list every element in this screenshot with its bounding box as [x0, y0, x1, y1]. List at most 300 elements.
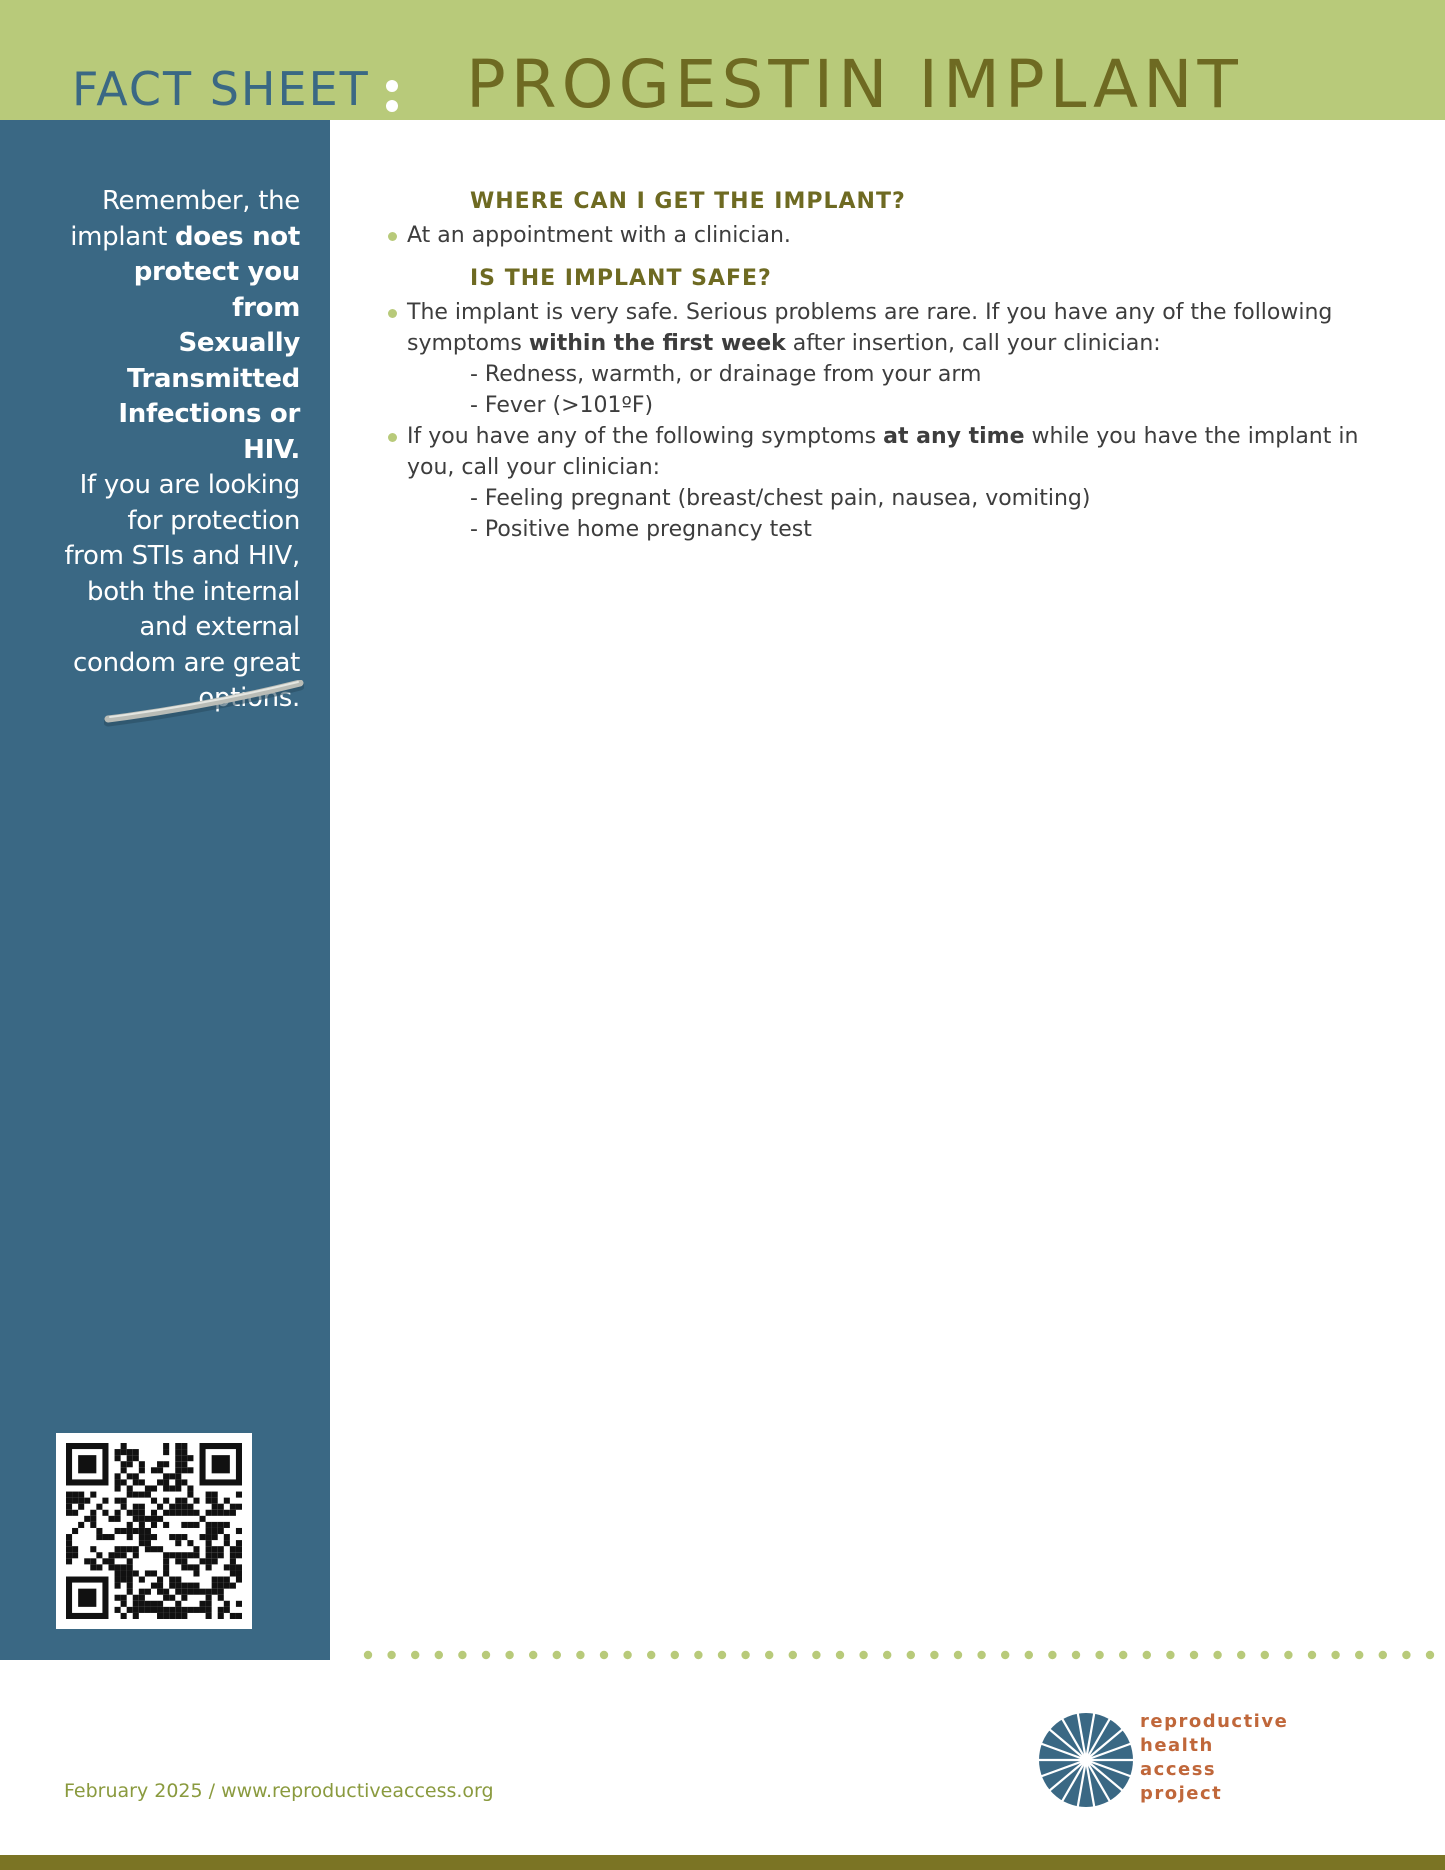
qr-module: [175, 1479, 181, 1485]
qr-module: [127, 1546, 133, 1552]
sidebar-text-part: Remember, the: [101, 186, 300, 216]
qr-module: [230, 1504, 236, 1510]
qr-module: [90, 1492, 96, 1498]
qr-module: [206, 1492, 212, 1498]
qr-module: [181, 1595, 187, 1601]
divider-dot: [1379, 1651, 1387, 1659]
qr-module: [96, 1534, 102, 1540]
sub-item: - Feeling pregnant (breast/chest pain, nausea, vomiting): [470, 486, 1091, 511]
qr-module: [181, 1449, 187, 1455]
qr-module: [236, 1601, 242, 1607]
qr-module: [224, 1577, 230, 1583]
qr-module: [145, 1485, 151, 1491]
qr-module: [206, 1595, 212, 1601]
divider-dot: [1166, 1651, 1174, 1659]
qr-module: [121, 1504, 127, 1510]
logo-word: reproductive: [1140, 1711, 1289, 1732]
qr-module: [72, 1528, 78, 1534]
qr-module: [218, 1552, 224, 1558]
qr-module: [206, 1540, 212, 1546]
qr-module: [212, 1589, 218, 1595]
qr-module: [151, 1583, 157, 1589]
sidebar-text-part: for protection: [127, 505, 300, 536]
qr-module: [151, 1570, 157, 1576]
qr-module: [133, 1504, 139, 1510]
qr-module: [133, 1473, 139, 1479]
qr-module: [181, 1564, 187, 1570]
qr-module: [121, 1498, 127, 1504]
qr-module: [84, 1516, 90, 1522]
sidebar-line: [60, 184, 300, 220]
qr-module: [66, 1558, 72, 1564]
divider-dot: [812, 1651, 820, 1659]
sidebar-line: [60, 397, 300, 468]
qr-module: [175, 1467, 181, 1473]
qr-module: [139, 1479, 145, 1485]
qr-module: [145, 1570, 151, 1576]
qr-module: [230, 1510, 236, 1516]
divider-dot: [789, 1651, 797, 1659]
qr-module: [108, 1534, 114, 1540]
logo-word: project: [1140, 1783, 1223, 1804]
qr-module: [187, 1522, 193, 1528]
divider-dot: [1072, 1651, 1080, 1659]
qr-module: [133, 1492, 139, 1498]
qr-module: [127, 1577, 133, 1583]
qr-module: [236, 1540, 242, 1546]
qr-module: [163, 1589, 169, 1595]
qr-module: [163, 1461, 169, 1467]
qr-module: [236, 1613, 242, 1619]
qr-module: [139, 1601, 145, 1607]
qr-module: [236, 1577, 242, 1583]
qr-module: [90, 1546, 96, 1552]
qr-module: [72, 1510, 78, 1516]
qr-module: [151, 1516, 157, 1522]
qr-module: [139, 1540, 145, 1546]
qr-module: [139, 1607, 145, 1613]
qr-module: [212, 1577, 218, 1583]
divider-dot: [1119, 1651, 1127, 1659]
qr-module: [181, 1558, 187, 1564]
qr-module: [66, 1552, 72, 1558]
qr-module: [151, 1607, 157, 1613]
bullet-text: The implant is very safe. Serious problems are rare. If you have any of the following symptoms: [407, 300, 1333, 356]
qr-module: [151, 1522, 157, 1528]
qr-module: [151, 1467, 157, 1473]
qr-module: [236, 1552, 242, 1558]
divider-dot: [529, 1651, 537, 1659]
qr-module: [206, 1552, 212, 1558]
qr-module: [212, 1552, 218, 1558]
qr-module: [151, 1510, 157, 1516]
qr-module: [236, 1492, 242, 1498]
qr-module: [127, 1564, 133, 1570]
qr-module: [206, 1607, 212, 1613]
qr-module: [145, 1492, 151, 1498]
qr-module: [187, 1485, 193, 1491]
qr-module: [163, 1522, 169, 1528]
qr-module: [181, 1498, 187, 1504]
qr-module: [163, 1570, 169, 1576]
divider-dot: [741, 1651, 749, 1659]
divider-dot: [364, 1651, 372, 1659]
qr-module: [200, 1601, 206, 1607]
qr-module: [206, 1613, 212, 1619]
qr-module: [157, 1583, 163, 1589]
qr-module: [145, 1540, 151, 1546]
qr-module: [181, 1510, 187, 1516]
qr-module: [157, 1467, 163, 1473]
qr-module: [181, 1589, 187, 1595]
qr-module: [121, 1479, 127, 1485]
qr-module: [206, 1528, 212, 1534]
qr-module: [115, 1455, 121, 1461]
divider-dot: [458, 1651, 466, 1659]
qr-module: [127, 1461, 133, 1467]
qr-module: [169, 1583, 175, 1589]
sub-item: - Fever (>101ºF): [470, 393, 654, 418]
qr-module: [151, 1601, 157, 1607]
qr-module: [151, 1498, 157, 1504]
qr-module: [200, 1589, 206, 1595]
qr-module: [157, 1546, 163, 1552]
qr-module: [108, 1516, 114, 1522]
qr-module: [175, 1449, 181, 1455]
sidebar-text-part: and external: [139, 612, 300, 642]
section-heading: IS THE IMPLANT SAFE?: [470, 266, 772, 291]
qr-module: [102, 1534, 108, 1540]
qr-module: [133, 1528, 139, 1534]
logo-wordmark: [1140, 1710, 1288, 1806]
qr-module: [127, 1607, 133, 1613]
sub-item: - Positive home pregnancy test: [470, 517, 812, 542]
qr-module: [66, 1498, 72, 1504]
qr-module: [224, 1607, 230, 1613]
sidebar-text-part: If you are looking: [79, 470, 300, 500]
qr-module: [127, 1570, 133, 1576]
qr-module: [193, 1570, 199, 1576]
divider-dot: [954, 1651, 962, 1659]
qr-module: [133, 1613, 139, 1619]
bullet-text: after insertion, call your clinician:: [785, 331, 1161, 356]
sidebar-text-part: condom are great: [73, 647, 300, 678]
qr-module: [145, 1546, 151, 1552]
qr-module: [193, 1522, 199, 1528]
sidebar-text-part: both the internal: [87, 576, 300, 607]
divider-dot: [1426, 1651, 1434, 1659]
qr-module: [187, 1455, 193, 1461]
qr-module: [200, 1607, 206, 1613]
qr-module: [193, 1510, 199, 1516]
qr-module: [236, 1570, 242, 1576]
qr-module: [212, 1510, 218, 1516]
qr-module: [169, 1552, 175, 1558]
qr-module: [169, 1473, 175, 1479]
qr-module: [66, 1534, 72, 1540]
qr-module: [163, 1613, 169, 1619]
sidebar-text-part: implant: [70, 221, 175, 252]
qr-module: [133, 1516, 139, 1522]
qr-module: [157, 1577, 163, 1583]
qr-module: [175, 1534, 181, 1540]
qr-module: [169, 1510, 175, 1516]
qr-module: [230, 1552, 236, 1558]
sidebar-note: [60, 184, 300, 717]
qr-module: [115, 1583, 121, 1589]
qr-module: [121, 1449, 127, 1455]
colon-dot-icon: [386, 80, 398, 92]
divider-dot: [1190, 1651, 1198, 1659]
sidebar-text-part: Transmitted: [126, 363, 300, 394]
qr-module: [139, 1522, 145, 1528]
qr-module: [115, 1546, 121, 1552]
qr-module: [169, 1534, 175, 1540]
qr-module: [78, 1504, 84, 1510]
qr-module: [175, 1607, 181, 1613]
divider-dot: [647, 1651, 655, 1659]
divider-dot: [859, 1651, 867, 1659]
qr-module: [66, 1546, 72, 1552]
qr-module: [218, 1613, 224, 1619]
dotted-divider: [362, 1649, 1445, 1661]
green-dot-icon: [388, 232, 397, 241]
divider-dot: [505, 1651, 513, 1659]
qr-module: [163, 1558, 169, 1564]
qr-module: [187, 1607, 193, 1613]
qr-module: [151, 1485, 157, 1491]
divider-dot: [718, 1651, 726, 1659]
qr-module: [206, 1558, 212, 1564]
qr-module: [181, 1443, 187, 1449]
divider-dot: [1001, 1651, 1009, 1659]
qr-module: [212, 1522, 218, 1528]
qr-module: [230, 1613, 236, 1619]
qr-code[interactable]: [56, 1433, 252, 1629]
qr-module: [139, 1461, 145, 1467]
qr-module: [139, 1528, 145, 1534]
sidebar-text-part: Sexually: [178, 328, 300, 358]
qr-module: [187, 1504, 193, 1510]
qr-module: [181, 1534, 187, 1540]
qr-module: [181, 1613, 187, 1619]
qr-module: [78, 1492, 84, 1498]
qr-module: [127, 1510, 133, 1516]
divider-dot: [883, 1651, 891, 1659]
qr-module: [169, 1613, 175, 1619]
sidebar-line: [60, 468, 300, 504]
qr-module: [230, 1546, 236, 1552]
qr-module: [121, 1461, 127, 1467]
qr-module: [187, 1583, 193, 1589]
qr-module: [66, 1504, 72, 1510]
qr-module: [187, 1589, 193, 1595]
qr-module: [218, 1510, 224, 1516]
green-dot-icon: [388, 433, 397, 442]
qr-module: [121, 1601, 127, 1607]
qr-module: [218, 1583, 224, 1589]
qr-module: [139, 1534, 145, 1540]
main-content: [386, 188, 1396, 545]
qr-module: [127, 1492, 133, 1498]
qr-module: [163, 1564, 169, 1570]
sidebar-line: [60, 220, 300, 256]
qr-module: [102, 1558, 108, 1564]
qr-module: [127, 1558, 133, 1564]
divider-dot: [1284, 1651, 1292, 1659]
bottom-band: [0, 1855, 1445, 1870]
divider-dot: [1308, 1651, 1316, 1659]
sidebar-line: [60, 539, 300, 575]
qr-module: [200, 1534, 206, 1540]
qr-module: [163, 1510, 169, 1516]
qr-module: [115, 1564, 121, 1570]
qr-module: [163, 1498, 169, 1504]
qr-module: [66, 1510, 72, 1516]
qr-module: [193, 1607, 199, 1613]
qr-module: [157, 1601, 163, 1607]
qr-module: [139, 1467, 145, 1473]
qr-module: [181, 1583, 187, 1589]
qr-module: [115, 1607, 121, 1613]
page-title: PROGESTIN IMPLANT: [466, 46, 1243, 123]
sidebar-line: [60, 255, 300, 326]
divider-dot: [671, 1651, 679, 1659]
qr-module: [206, 1546, 212, 1552]
qr-module: [193, 1583, 199, 1589]
divider-dot: [1095, 1651, 1103, 1659]
qr-module: [163, 1607, 169, 1613]
qr-module: [139, 1504, 145, 1510]
qr-module: [108, 1552, 114, 1558]
qr-module: [157, 1461, 163, 1467]
qr-module: [181, 1504, 187, 1510]
qr-module: [175, 1443, 181, 1449]
logo-word: access: [1140, 1759, 1217, 1780]
qr-module: [127, 1534, 133, 1540]
qr-module: [175, 1558, 181, 1564]
sidebar-text-part: from STIs and HIV,: [64, 541, 300, 571]
divider-dot: [836, 1651, 844, 1659]
qr-module: [187, 1510, 193, 1516]
qr-module: [127, 1583, 133, 1589]
qr-module: [139, 1595, 145, 1601]
qr-module: [236, 1504, 242, 1510]
qr-module: [175, 1589, 181, 1595]
qr-module: [121, 1564, 127, 1570]
qr-module: [121, 1552, 127, 1558]
qr-module: [127, 1455, 133, 1461]
qr-module: [121, 1570, 127, 1576]
qr-module: [175, 1498, 181, 1504]
qr-module: [181, 1467, 187, 1473]
qr-module: [78, 1589, 96, 1607]
divider-dot: [1025, 1651, 1033, 1659]
qr-module: [121, 1443, 127, 1449]
divider-dot: [977, 1651, 985, 1659]
qr-module: [127, 1449, 133, 1455]
qr-module: [96, 1528, 102, 1534]
qr-module: [212, 1583, 218, 1589]
qr-module: [127, 1473, 133, 1479]
qr-module: [187, 1564, 193, 1570]
qr-module: [175, 1583, 181, 1589]
qr-module: [133, 1510, 139, 1516]
qr-module: [224, 1540, 230, 1546]
qr-module: [163, 1443, 169, 1449]
qr-module: [90, 1522, 96, 1528]
qr-module: [90, 1516, 96, 1522]
sidebar-line: [60, 362, 300, 398]
qr-module: [115, 1595, 121, 1601]
qr-module: [218, 1504, 224, 1510]
qr-module: [115, 1570, 121, 1576]
qr-module: [108, 1558, 114, 1564]
qr-module: [212, 1558, 218, 1564]
qr-module: [175, 1552, 181, 1558]
qr-module: [163, 1552, 169, 1558]
qr-module: [115, 1473, 121, 1479]
qr-module: [115, 1485, 121, 1491]
qr-module: [230, 1558, 236, 1564]
sidebar-text-part: does not: [174, 221, 300, 252]
qr-module: [139, 1577, 145, 1583]
qr-module: [145, 1534, 151, 1540]
qr-module: [169, 1577, 175, 1583]
qr-module: [230, 1564, 236, 1570]
qr-module: [193, 1564, 199, 1570]
qr-module: [90, 1558, 96, 1564]
divider-dot: [1402, 1651, 1410, 1659]
qr-module: [102, 1510, 108, 1516]
sidebar-text-part: Infections or HIV.: [118, 399, 300, 465]
qr-module: [206, 1498, 212, 1504]
qr-module: [133, 1552, 139, 1558]
qr-module: [181, 1479, 187, 1485]
qr-module: [127, 1528, 133, 1534]
qr-module: [206, 1522, 212, 1528]
qr-module: [230, 1583, 236, 1589]
qr-module: [193, 1546, 199, 1552]
qr-module: [236, 1564, 242, 1570]
qr-module: [121, 1613, 127, 1619]
qr-module: [212, 1528, 218, 1534]
qr-module: [200, 1516, 206, 1522]
qr-module: [175, 1473, 181, 1479]
qr-module: [157, 1589, 163, 1595]
qr-module: [224, 1498, 230, 1504]
qr-module: [175, 1504, 181, 1510]
qr-module: [224, 1522, 230, 1528]
colon-dot-icon: [386, 100, 398, 112]
footer-date-url[interactable]: February 2025 / www.reproductiveaccess.org: [64, 1780, 494, 1802]
qr-module: [193, 1552, 199, 1558]
qr-module: [121, 1467, 127, 1473]
divider-dot: [765, 1651, 773, 1659]
qr-module: [66, 1540, 72, 1546]
qr-module: [90, 1564, 96, 1570]
qr-module: [206, 1589, 212, 1595]
qr-module: [181, 1552, 187, 1558]
implant-rod-icon: [104, 680, 304, 740]
qr-module: [212, 1534, 218, 1540]
divider-dot: [1261, 1651, 1269, 1659]
qr-module: [187, 1467, 193, 1473]
divider-dot: [694, 1651, 702, 1659]
bullet-item: [386, 297, 1396, 359]
qr-module: [163, 1449, 169, 1455]
qr-code-icon: [66, 1443, 242, 1619]
